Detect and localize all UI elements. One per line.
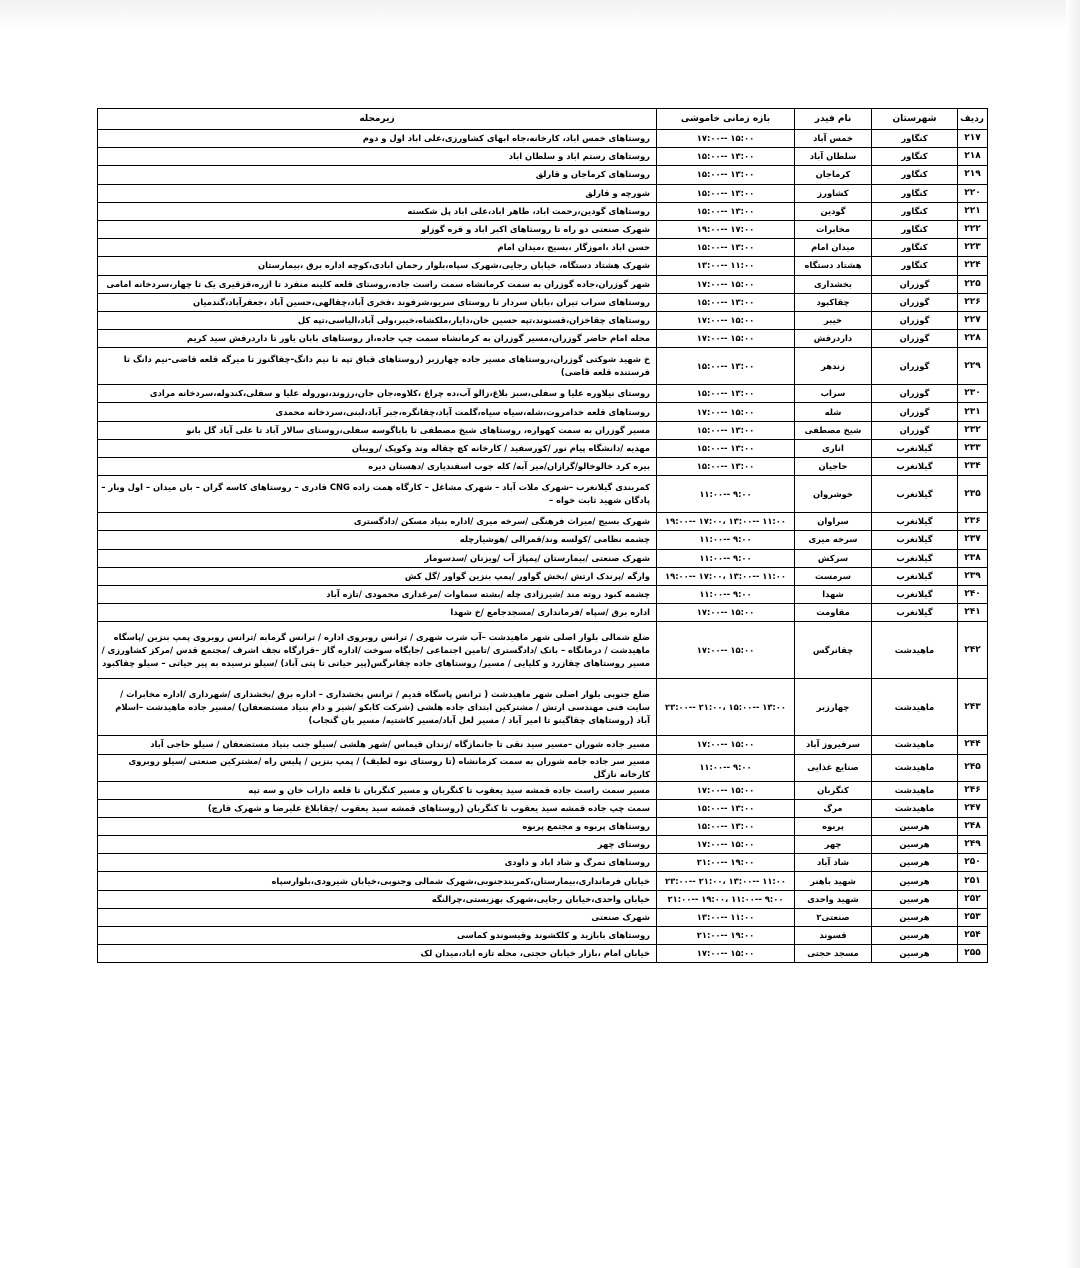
feeder-cell: چقانرگس — [795, 622, 872, 679]
area-cell: روستاهای تمرگ و شاد اباد و داودی — [98, 854, 657, 872]
row-number-cell: ۲۲۰ — [958, 184, 988, 202]
outage-time-cell: ۲۱:۰۰-- ۱۹:۰۰ — [657, 927, 795, 945]
area-cell: مسیر سمت راست جاده قمشه سید یعقوب تا کنگربان و مسیر کنگربان تا قلعه داراب خان و سه تپه — [98, 781, 657, 799]
city-cell: گوزران — [872, 421, 958, 439]
city-cell: کنگاور — [872, 184, 958, 202]
city-cell: گوزران — [872, 293, 958, 311]
area-cell: شهر گوزران،جاده گوزران به سمت کرمانشاه سمت راست جاده،روستای قلعه کلینه منفرد تا ازره،قزقیری یک تا چهار،سردخانه امامی — [98, 275, 657, 293]
city-cell: گوزران — [872, 330, 958, 348]
table-row — [98, 421, 988, 439]
city-cell: گیلانغرب — [872, 604, 958, 622]
city-cell: هرسین — [872, 854, 958, 872]
area-cell: شهرک هشتاد دستگاه، خیابان رجایی،شهرک سپاه،بلوار رحمان ابادی،کوچه اداره برق ،بیمارستان — [98, 257, 657, 275]
row-number-cell: ۲۳۸ — [958, 549, 988, 567]
table-row — [98, 476, 988, 513]
table-row — [98, 817, 988, 835]
city-cell: گیلانغرب — [872, 439, 958, 457]
city-cell: ماهیدشت — [872, 799, 958, 817]
city-cell: هرسین — [872, 945, 958, 963]
table-row — [98, 348, 988, 385]
city-cell: ماهیدشت — [872, 622, 958, 679]
row-number-cell: ۲۱۹ — [958, 166, 988, 184]
feeder-cell: سلطان آباد — [795, 148, 872, 166]
row-number-cell: ۲۳۵ — [958, 476, 988, 513]
row-number-cell: ۲۲۱ — [958, 202, 988, 220]
outage-time-cell: ۱۵:۰۰-- ۱۳:۰۰ — [657, 421, 795, 439]
area-cell: روستاهای خمس اباد، کارخانه،جاه ابهای کشاورزی،علی اباد اول و دوم — [98, 130, 657, 148]
outage-time-cell: ۱۷:۰۰-- ۱۵:۰۰ — [657, 275, 795, 293]
city-cell: گیلانغرب — [872, 585, 958, 603]
row-number-cell: ۲۲۴ — [958, 257, 988, 275]
table-row — [98, 585, 988, 603]
feeder-cell: سرمست — [795, 567, 872, 585]
outage-time-cell: ۱۹:۰۰-- ۱۷:۰۰ — [657, 220, 795, 238]
city-cell: ماهیدشت — [872, 736, 958, 754]
table-row — [98, 549, 988, 567]
feeder-cell: مرگ — [795, 799, 872, 817]
table-row — [98, 854, 988, 872]
city-cell: گیلانغرب — [872, 567, 958, 585]
header-feeder: نام فیدر — [795, 109, 872, 130]
table-row — [98, 239, 988, 257]
outage-time-cell: ۱۵:۰۰-- ۱۳:۰۰ — [657, 293, 795, 311]
table-row — [98, 781, 988, 799]
feeder-cell: کرماجان — [795, 166, 872, 184]
table-row — [98, 927, 988, 945]
outage-time-cell: ۱۷:۰۰-- ۱۵:۰۰ — [657, 330, 795, 348]
row-number-cell: ۲۴۰ — [958, 585, 988, 603]
power-outage-table — [97, 108, 988, 963]
feeder-cell: مقاومت — [795, 604, 872, 622]
table-row — [98, 220, 988, 238]
city-cell: کنگاور — [872, 130, 958, 148]
area-cell: ضلع شمالی بلوار اصلی شهر ماهیدشت –آب شرب شهری / ترانس روبروی اداره / ترانس گرمابه /ترانس روبروی پمپ بنزین /پاسگاه ماهیدشت / درمانگاه – بانک /دادگستری /تامین اجتماعی /جایگاه سوخت /اداره گاز –قرارگاه نجف اشرف /مجتمع قدس /مرکز کشاورزی /مسیر روستاهای چقازرد و کلیایی / مسیر/ روستاهای جاده چقانرگس(پیر حیاتی تا پتی آباد) /سیلو نرسیده به پیر حیاتی – سیلو چقاکبود — [98, 622, 657, 679]
city-cell: گیلانغرب — [872, 549, 958, 567]
feeder-cell: شیخ مصطفی — [795, 421, 872, 439]
table-row — [98, 166, 988, 184]
city-cell: گوزران — [872, 348, 958, 385]
area-cell: سمت چپ جاده قمشه سید یعقوب تا کنگربان (روستاهای قمشه سید یعقوب /چقابلاغ علیرضا و شهرک قارچ) — [98, 799, 657, 817]
row-number-cell: ۲۲۸ — [958, 330, 988, 348]
outage-time-cell: ۱۱:۰۰-- ۹:۰۰ — [657, 754, 795, 781]
outage-time-cell: ۱۷:۰۰-- ۱۵:۰۰ — [657, 311, 795, 329]
outage-time-cell: ۱۱:۰۰-- ۹:۰۰ — [657, 531, 795, 549]
table-row — [98, 184, 988, 202]
area-cell: روستاهای چقاخزان،قسنوند،تپه حسین خان،دایار،ملکشاه،خیبر،ولی آباد،الیاسی،تپه کل — [98, 311, 657, 329]
row-number-cell: ۲۳۱ — [958, 403, 988, 421]
feeder-cell: چهارزبر — [795, 679, 872, 736]
feeder-cell: مسجد حجتی — [795, 945, 872, 963]
area-cell: حسن اباد ،اموزگار ،بسیج ،میدان امام — [98, 239, 657, 257]
table-header-row — [98, 109, 988, 130]
feeder-cell: شهید واحدی — [795, 890, 872, 908]
area-cell: ضلع جنوبی بلوار اصلی شهر ماهیدشت ( ترانس پاسگاه قدیم / ترانس بخشداری – اداره برق /بخشداری /شهرداری /اداره مخابرات /سایت فنی مهندسی ارتش / مشترکین ابتدای جاده هلشی (شرکت کابکو /شیر و دام بنیاد مستضعفان) /مسیر جاده ماهیدشت –اسلام آباد (روستاهای چقاگینو تا امیر آباد / مسیر لعل آباد/مسیر کاشتیه/ مسیر بان گنجاب) — [98, 679, 657, 736]
outage-time-cell: ۱۷:۰۰-- ۱۵:۰۰ — [657, 130, 795, 148]
city-cell: گوزران — [872, 311, 958, 329]
feeder-cell: پربوه — [795, 817, 872, 835]
row-number-cell: ۲۲۶ — [958, 293, 988, 311]
table-row — [98, 257, 988, 275]
row-number-cell: ۲۵۵ — [958, 945, 988, 963]
city-cell: گیلانغرب — [872, 513, 958, 531]
area-cell: خ شهید شوکتی گوزران،روستاهای مسیر جاده چهارزبر (روستاهای قباق تپه تا نیم دانگ-چقاگنوز تا میرگه قلعه قاضی-نیم دانگ تا فرستنده قلعه قاضی) — [98, 348, 657, 385]
area-cell: روستاهای سراب تیران ،بابان سردار تا روستای سریو،شرفوند ،فخری آباد،چقالهی،حسین آباد ،جعفرآباد،گندمیان — [98, 293, 657, 311]
outage-time-cell: ۱۷:۰۰-- ۱۵:۰۰ — [657, 622, 795, 679]
table-row — [98, 799, 988, 817]
area-cell: چشمه کبود روته مند /شیرزادی چله /بشته سماوات /مرغداری محمودی /تازه آباد — [98, 585, 657, 603]
area-cell: محله امام حاضر گوزران،مسیر گوزران به کرمانشاه سمت چپ جاده،از روستاهای بابان یاور تا داردرفش سید کریم — [98, 330, 657, 348]
feeder-cell: کنگربان — [795, 781, 872, 799]
outage-time-cell: ۲۱:۰۰-- ۱۹:۰۰، ۱۱:۰۰-- ۹:۰۰ — [657, 890, 795, 908]
feeder-cell: چهر — [795, 836, 872, 854]
city-cell: هرسین — [872, 890, 958, 908]
outage-time-cell: ۲۳:۰۰-- ۲۱:۰۰، ۱۳:۰۰-- ۱۱:۰۰ — [657, 872, 795, 890]
outage-time-cell: ۱۱:۰۰-- ۹:۰۰ — [657, 585, 795, 603]
feeder-cell: گودین — [795, 202, 872, 220]
feeder-cell: بخشداری — [795, 275, 872, 293]
feeder-cell: شهدا — [795, 585, 872, 603]
row-number-cell: ۲۳۹ — [958, 567, 988, 585]
table-row — [98, 148, 988, 166]
row-number-cell: ۲۲۹ — [958, 348, 988, 385]
row-number-cell: ۲۴۴ — [958, 736, 988, 754]
outage-time-cell: ۱۵:۰۰-- ۱۳:۰۰ — [657, 385, 795, 403]
row-number-cell: ۲۵۱ — [958, 872, 988, 890]
table-row — [98, 604, 988, 622]
row-number-cell: ۲۳۰ — [958, 385, 988, 403]
area-cell: روستای نیلاوره علیا و سفلی،سبز بلاغ،زالو آب،ده چراغ ،کلاوه،جان جان،رزوند،نوروله علیا و سفلی،کندوله،سردخانه مرادی — [98, 385, 657, 403]
table-row — [98, 945, 988, 963]
feeder-cell: سرفیروز آباد — [795, 736, 872, 754]
outage-time-cell: ۲۱:۰۰-- ۱۹:۰۰ — [657, 854, 795, 872]
table-row — [98, 293, 988, 311]
row-number-cell: ۲۳۷ — [958, 531, 988, 549]
city-cell: کنگاور — [872, 166, 958, 184]
city-cell: ماهیدشت — [872, 679, 958, 736]
feeder-cell: زندهر — [795, 348, 872, 385]
header-area: زیرمحله — [98, 109, 657, 130]
row-number-cell: ۲۵۴ — [958, 927, 988, 945]
table-body — [98, 130, 988, 963]
table-row — [98, 622, 988, 679]
row-number-cell: ۲۳۴ — [958, 458, 988, 476]
area-cell: خیابان واحدی،خیابان رجایی،شهرک بهزیستی،چرالنگه — [98, 890, 657, 908]
outage-time-cell: ۱۷:۰۰-- ۱۵:۰۰ — [657, 736, 795, 754]
row-number-cell: ۲۴۸ — [958, 817, 988, 835]
table-row — [98, 202, 988, 220]
page-top-shadow — [0, 0, 1080, 28]
row-number-cell: ۲۵۰ — [958, 854, 988, 872]
outage-time-cell: ۱۱:۰۰-- ۹:۰۰ — [657, 476, 795, 513]
feeder-cell: میدان امام — [795, 239, 872, 257]
row-number-cell: ۲۴۱ — [958, 604, 988, 622]
table-row — [98, 908, 988, 926]
row-number-cell: ۲۲۲ — [958, 220, 988, 238]
outage-time-cell: ۱۵:۰۰-- ۱۳:۰۰ — [657, 166, 795, 184]
feeder-cell: حاجیان — [795, 458, 872, 476]
city-cell: گیلانغرب — [872, 476, 958, 513]
row-number-cell: ۲۳۶ — [958, 513, 988, 531]
table-row — [98, 130, 988, 148]
area-cell: روستاهای بابازید و کلکشوند وقیسوندو کماسی — [98, 927, 657, 945]
row-number-cell: ۲۲۳ — [958, 239, 988, 257]
area-cell: بیره کرد خالوخالو/گرازان/میر آبه/ کله جوب اسفندیاری /دهستان دیره — [98, 458, 657, 476]
outage-time-cell: ۱۵:۰۰-- ۱۳:۰۰ — [657, 348, 795, 385]
city-cell: کنگاور — [872, 239, 958, 257]
row-number-cell: ۲۳۳ — [958, 439, 988, 457]
city-cell: ماهیدشت — [872, 754, 958, 781]
header-outage-time: بازه زمانی خاموشی — [657, 109, 795, 130]
area-cell: کمربندی گیلانغرب –شهرک ملات آباد – شهرک مشاغل – کارگاه همت زاده CNG قادری – روستاهای کاسه گران – بان میدان – اول وبار – پادگان شهید ثابت خواه – — [98, 476, 657, 513]
table-row — [98, 330, 988, 348]
row-number-cell: ۲۲۵ — [958, 275, 988, 293]
area-cell: شورچه و قارلق — [98, 184, 657, 202]
feeder-cell: هشتاد دستگاه — [795, 257, 872, 275]
city-cell: گیلانغرب — [872, 531, 958, 549]
outage-time-cell: ۱۷:۰۰-- ۱۵:۰۰ — [657, 781, 795, 799]
table-row — [98, 890, 988, 908]
city-cell: کنگاور — [872, 257, 958, 275]
outage-time-cell: ۲۳:۰۰-- ۲۱:۰۰، ۱۵:۰۰-- ۱۳:۰۰ — [657, 679, 795, 736]
row-number-cell: ۲۴۷ — [958, 799, 988, 817]
table-row — [98, 736, 988, 754]
table-row — [98, 513, 988, 531]
city-cell: گوزران — [872, 385, 958, 403]
area-cell: روستاهای پربوه و مجتمع پربوه — [98, 817, 657, 835]
feeder-cell: سراب — [795, 385, 872, 403]
area-cell: شهرک صنعتی دو راه تا روستاهای اکبر اباد و قره گوزلو — [98, 220, 657, 238]
page-right-shadow — [1066, 0, 1080, 1268]
area-cell: خیابان امام ،بازار خیابان حجتی، محله تازه اباد،میدان لک — [98, 945, 657, 963]
outage-time-cell: ۱۹:۰۰-- ۱۷:۰۰، ۱۳:۰۰-- ۱۱:۰۰ — [657, 567, 795, 585]
city-cell: گوزران — [872, 275, 958, 293]
table-row — [98, 458, 988, 476]
area-cell: اداره برق /سپاه /فرمانداری /مسجدجامع /خ شهدا — [98, 604, 657, 622]
feeder-cell: کشاورز — [795, 184, 872, 202]
city-cell: کنگاور — [872, 202, 958, 220]
outage-time-cell: ۱۵:۰۰-- ۱۳:۰۰ — [657, 799, 795, 817]
area-cell: روستاهای کرماجان و قارلق — [98, 166, 657, 184]
outage-time-cell: ۱۳:۰۰-- ۱۱:۰۰ — [657, 908, 795, 926]
feeder-cell: خمس آباد — [795, 130, 872, 148]
city-cell: هرسین — [872, 908, 958, 926]
area-cell: روستاهای قلعه خدامروت،شله،سیاه سیاه،گلمت آباد،چقانگره،جبر آباد،لبنی،سردخانه محمدی — [98, 403, 657, 421]
outage-time-cell: ۱۷:۰۰-- ۱۵:۰۰ — [657, 836, 795, 854]
city-cell: هرسین — [872, 836, 958, 854]
outage-time-cell: ۱۵:۰۰-- ۱۳:۰۰ — [657, 458, 795, 476]
outage-time-cell: ۱۵:۰۰-- ۱۳:۰۰ — [657, 239, 795, 257]
row-number-cell: ۲۱۷ — [958, 130, 988, 148]
feeder-cell: صنایع غذایی — [795, 754, 872, 781]
area-cell: روستاهای گودین،رحمت اباد، طاهر اباد،علی اباد پل شکسته — [98, 202, 657, 220]
feeder-cell: داردرفش — [795, 330, 872, 348]
outage-time-cell: ۱۷:۰۰-- ۱۵:۰۰ — [657, 403, 795, 421]
outage-time-cell: ۱۹:۰۰-- ۱۷:۰۰، ۱۳:۰۰-- ۱۱:۰۰ — [657, 513, 795, 531]
outage-time-cell: ۱۷:۰۰-- ۱۵:۰۰ — [657, 604, 795, 622]
city-cell: گوزران — [872, 403, 958, 421]
outage-time-cell: ۱۵:۰۰-- ۱۳:۰۰ — [657, 202, 795, 220]
row-number-cell: ۲۴۹ — [958, 836, 988, 854]
city-cell: هرسین — [872, 927, 958, 945]
area-cell: مهدیه /دانشگاه پیام نور /کورسفید / کارخانه کچ چقاله وند وکوپک /رویبان — [98, 439, 657, 457]
table-row — [98, 679, 988, 736]
table-row — [98, 836, 988, 854]
outage-time-cell: ۱۵:۰۰-- ۱۳:۰۰ — [657, 439, 795, 457]
table-row — [98, 754, 988, 781]
area-cell: خیابان فرمانداری،بیمارستان،کمربندجنوبی،شهرک شمالی وجنوبی،خیابان شیرودی،بلوارسپاه — [98, 872, 657, 890]
outage-time-cell: ۱۷:۰۰-- ۱۵:۰۰ — [657, 945, 795, 963]
feeder-cell: سرکش — [795, 549, 872, 567]
area-cell: وارگه /پرندک ارتش /بخش گواور /پمپ بنزین گواور /گل کش — [98, 567, 657, 585]
table-row — [98, 872, 988, 890]
area-cell: روستاهای رستم اباد و سلطان اباد — [98, 148, 657, 166]
row-number-cell: ۲۳۲ — [958, 421, 988, 439]
feeder-cell: سراوان — [795, 513, 872, 531]
table-row — [98, 531, 988, 549]
area-cell: شهرک صنعتی /بیمارستان /پمپاژ آب /ویزنان /سدسومار — [98, 549, 657, 567]
city-cell: گیلانغرب — [872, 458, 958, 476]
table-row — [98, 567, 988, 585]
outage-time-cell: ۱۵:۰۰-- ۱۳:۰۰ — [657, 148, 795, 166]
table-row — [98, 403, 988, 421]
area-cell: مسیر گوزران به سمت کهواره، روستاهای شیخ مصطفی تا باباگوسه سفلی،روستای سالار آباد تا علی آباد گل بانو — [98, 421, 657, 439]
feeder-cell: چقاکبود — [795, 293, 872, 311]
feeder-cell: شله — [795, 403, 872, 421]
area-cell: شهرک بسیج /میراث فرهنگی /سرخه میری /اداره بنیاد مسکن /دادگستری — [98, 513, 657, 531]
area-cell: چشمه نظامی /کولسه وند/قمرالی /هوشیارچله — [98, 531, 657, 549]
feeder-cell: خوشروان — [795, 476, 872, 513]
feeder-cell: قسوند — [795, 927, 872, 945]
table-row — [98, 275, 988, 293]
row-number-cell: ۲۵۳ — [958, 908, 988, 926]
city-cell: کنگاور — [872, 220, 958, 238]
outage-time-cell: ۱۵:۰۰-- ۱۳:۰۰ — [657, 184, 795, 202]
outage-time-cell: ۱۱:۰۰-- ۹:۰۰ — [657, 549, 795, 567]
table-row — [98, 439, 988, 457]
city-cell: هرسین — [872, 872, 958, 890]
feeder-cell: صنعتی۲ — [795, 908, 872, 926]
feeder-cell: شاد آباد — [795, 854, 872, 872]
outage-time-cell: ۱۳:۰۰-- ۱۱:۰۰ — [657, 257, 795, 275]
row-number-cell: ۲۴۶ — [958, 781, 988, 799]
table-row — [98, 311, 988, 329]
row-number-cell: ۲۴۳ — [958, 679, 988, 736]
city-cell: هرسین — [872, 817, 958, 835]
feeder-cell: مخابرات — [795, 220, 872, 238]
area-cell: مسیر جاده شوران –مسیر سید نقی تا جانمازگاه /زندان قیماس /شهر هلشی /سیلو جنب بنیاد مستضعفان / سیلو حاجی آباد — [98, 736, 657, 754]
feeder-cell: شهید باهنر — [795, 872, 872, 890]
row-number-cell: ۲۴۲ — [958, 622, 988, 679]
city-cell: ماهیدشت — [872, 781, 958, 799]
header-row-number: ردیف — [958, 109, 988, 130]
header-city: شهرستان — [872, 109, 958, 130]
area-cell: مسیر سر جاده جامه شوران به سمت کرمانشاه (تا روستای نوه لطیف) / پمپ بنزین / پلیس راه /مشترکین صنعتی /سیلو روبروی کارخانه نازگل — [98, 754, 657, 781]
area-cell: شهرک صنعتی — [98, 908, 657, 926]
row-number-cell: ۲۱۸ — [958, 148, 988, 166]
outage-time-cell: ۱۵:۰۰-- ۱۳:۰۰ — [657, 817, 795, 835]
row-number-cell: ۲۴۵ — [958, 754, 988, 781]
feeder-cell: خیبر — [795, 311, 872, 329]
feeder-cell: اناری — [795, 439, 872, 457]
table-row — [98, 385, 988, 403]
feeder-cell: سرخه میری — [795, 531, 872, 549]
area-cell: روستای چهر — [98, 836, 657, 854]
row-number-cell: ۲۵۲ — [958, 890, 988, 908]
city-cell: کنگاور — [872, 148, 958, 166]
row-number-cell: ۲۲۷ — [958, 311, 988, 329]
